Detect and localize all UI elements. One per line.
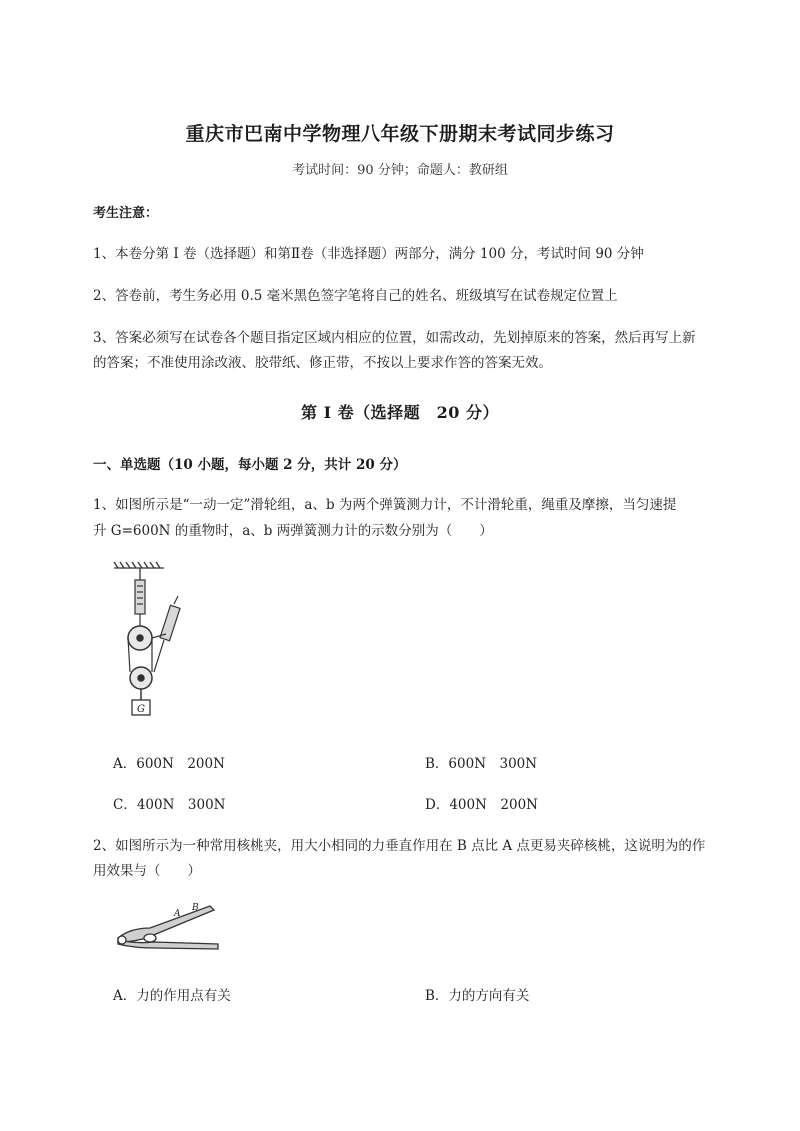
fixed-pulley	[128, 626, 152, 650]
point-b-label: B	[192, 903, 199, 913]
spring-scale-b	[160, 596, 180, 641]
section-title: 第 I 卷（选择题 20 分）	[301, 403, 499, 422]
q1-option-d[interactable]: D．400N 200N	[425, 797, 538, 813]
pulley-figure	[108, 560, 198, 720]
q2-option-b[interactable]: B．力的方向有关	[425, 988, 530, 1004]
nutcracker	[118, 906, 218, 949]
q2-stem-line2: 用效果与（ ）	[93, 863, 201, 879]
q2-stem-line1: 2、如图所示为一种常用核桃夹，用大小相同的力垂直作用在 B 点比 A 点更易夹碎核桃，这说明为的作	[93, 838, 706, 854]
weight-label: G	[137, 704, 145, 715]
q2-option-a[interactable]: A．力的作用点有关	[113, 988, 231, 1004]
note-item-3-cont: 的答案；不准使用涂改液、胶带纸、修正带，不按以上要求作答的答案无效。	[93, 355, 552, 371]
spring-scale-a	[135, 580, 145, 626]
note-item-1: 1、本卷分第 I 卷（选择题）和第Ⅱ卷（非选择题）两部分，满分 100 分，考试时间 90 分钟	[93, 246, 644, 262]
ceiling-support	[114, 562, 164, 580]
section-subheading: 一、单选题（10 小题，每小题 2 分，共计 20 分）	[93, 457, 407, 473]
exam-title: 重庆市巴南中学物理八年级下册期末考试同步练习	[185, 123, 615, 145]
note-item-3: 3、答案必须写在试卷各个题目指定区域内相应的位置，如需改动，先划掉原来的答案，然后再写上新	[93, 330, 696, 346]
q1-stem-line1: 1、如图所示是“一动一定”滑轮组，a、b 为两个弹簧测力计，不计滑轮重，绳重及摩擦，当匀速提	[93, 497, 677, 513]
notes-heading: 考生注意：	[93, 206, 159, 221]
q1-option-c[interactable]: C．400N 300N	[113, 797, 226, 813]
q1-stem-line2: 升 G=600N 的重物时，a、b 两弹簧测力计的示数分别为（ ）	[93, 523, 493, 539]
movable-pulley	[130, 667, 152, 700]
q1-option-a[interactable]: A．600N 200N	[113, 756, 225, 772]
nutcracker-figure	[110, 898, 230, 954]
note-item-2: 2、答卷前，考生务必用 0.5 毫米黑色签字笔将自己的姓名、班级填写在试卷规定位置上	[93, 288, 618, 304]
exam-subtitle: 考试时间：90 分钟；命题人：教研组	[292, 163, 508, 178]
point-a-label: A	[174, 909, 181, 919]
q1-option-b[interactable]: B．600N 300N	[425, 756, 538, 772]
